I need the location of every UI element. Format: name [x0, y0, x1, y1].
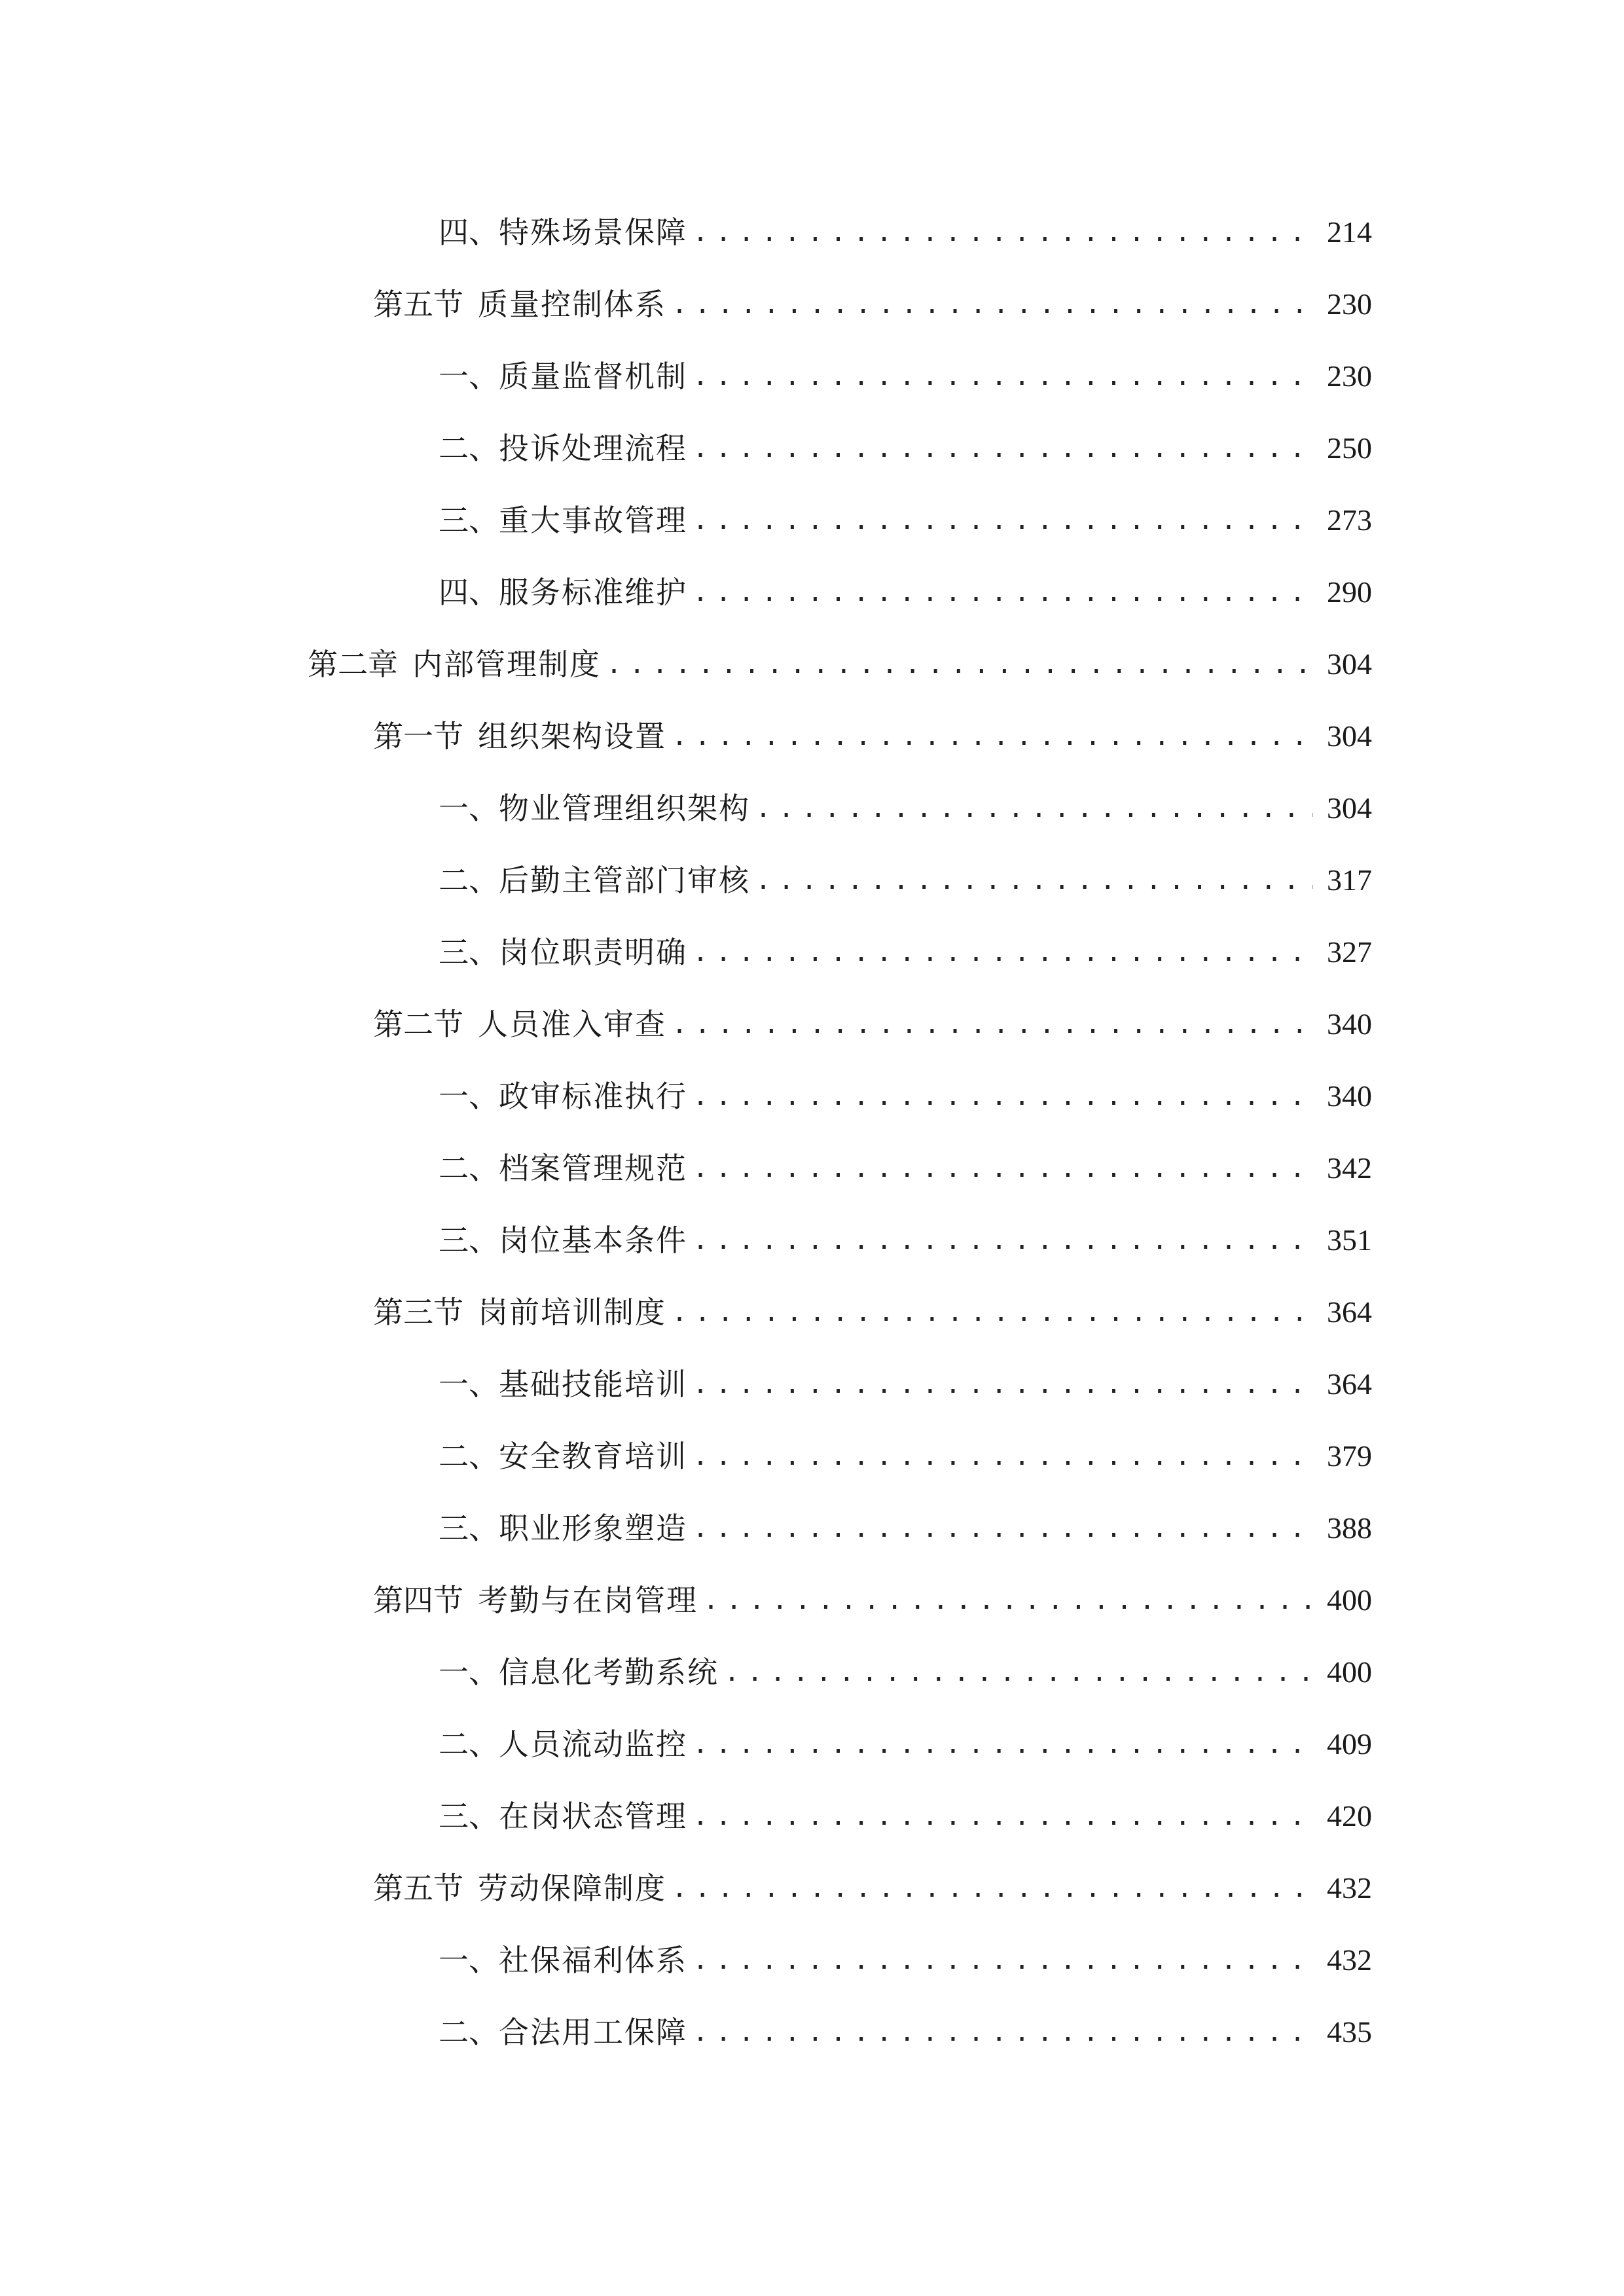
toc-entry-number: 第五节 — [373, 287, 463, 322]
toc-entry-item[interactable] — [0, 196, 1624, 268]
toc-entry-number: 第五节 — [373, 1871, 463, 1906]
toc-entry-title: 安全教育培训 — [499, 1439, 687, 1474]
toc-entry-section[interactable] — [0, 1276, 1624, 1348]
toc-entry-item[interactable] — [0, 772, 1624, 844]
toc-entry-number: 三、 — [439, 1511, 499, 1546]
toc-entry-title: 信息化考勤系统 — [499, 1655, 719, 1690]
toc-entry-page-number: 351 — [1327, 1223, 1372, 1257]
toc-entry-title: 岗前培训制度 — [478, 1295, 666, 1330]
toc-entry-title: 后勤主管部门审核 — [499, 863, 750, 898]
toc-entry-item[interactable] — [0, 1924, 1624, 1996]
toc-entry-title: 投诉处理流程 — [499, 431, 687, 466]
toc-entry-number: 一、 — [439, 1655, 499, 1690]
toc-entry-page-number: 388 — [1327, 1511, 1372, 1545]
dot-leader — [672, 1852, 1313, 1924]
dot-leader — [672, 700, 1313, 772]
toc-entry-page-number: 304 — [1327, 719, 1372, 753]
toc-entry-line — [439, 1204, 1372, 1276]
toc-entry-number: 三、 — [439, 935, 499, 970]
toc-entry-number: 一、 — [439, 1079, 499, 1114]
toc-entry-line — [439, 772, 1372, 844]
toc-entry-line — [373, 1852, 1372, 1924]
toc-entry-number: 二、 — [439, 1151, 499, 1186]
toc-entry-page-number: 342 — [1327, 1151, 1372, 1185]
toc-entry-page-number: 327 — [1327, 935, 1372, 969]
toc-entry-page-number: 304 — [1327, 647, 1372, 681]
toc-entry-number: 第一节 — [373, 719, 463, 754]
dot-leader — [672, 268, 1313, 340]
toc-entry-title: 内部管理制度 — [412, 647, 601, 682]
dot-leader — [724, 1636, 1313, 1708]
toc-entry-line — [439, 1996, 1372, 2068]
dot-leader — [693, 1204, 1313, 1276]
toc-entry-title: 质量控制体系 — [478, 287, 666, 322]
toc-entry-item[interactable] — [0, 1132, 1624, 1204]
toc-entry-line — [439, 1060, 1372, 1132]
toc-entry-section[interactable] — [0, 1852, 1624, 1924]
toc-entry-line — [439, 1348, 1372, 1420]
toc-entry-item[interactable] — [0, 1204, 1624, 1276]
toc-entry-title: 特殊场景保障 — [499, 215, 687, 250]
toc-entry-line — [373, 988, 1372, 1060]
toc-entry-line — [439, 1780, 1372, 1852]
toc-entry-page-number: 214 — [1327, 215, 1372, 249]
toc-entry-line — [439, 556, 1372, 628]
toc-entry-page-number: 273 — [1327, 503, 1372, 537]
toc-entry-title: 人员准入审查 — [478, 1007, 666, 1042]
toc-entry-line — [373, 1564, 1372, 1636]
toc-entry-number: 一、 — [439, 1367, 499, 1402]
toc-entry-title: 职业形象塑造 — [499, 1511, 687, 1546]
dot-leader — [755, 844, 1313, 916]
toc-entry-number: 三、 — [439, 1223, 499, 1258]
toc-entry-title: 人员流动监控 — [499, 1727, 687, 1762]
toc-entry-title: 质量监督机制 — [499, 359, 687, 394]
toc-entry-number: 二、 — [439, 1439, 499, 1474]
toc-entry-number: 第二节 — [373, 1007, 463, 1042]
toc-entry-title: 在岗状态管理 — [499, 1799, 687, 1834]
toc-entry-title: 合法用工保障 — [499, 2015, 687, 2050]
dot-leader — [672, 988, 1313, 1060]
toc-entry-page-number: 432 — [1327, 1943, 1372, 1977]
toc-entry-chapter[interactable] — [0, 628, 1624, 700]
toc-entry-number: 四、 — [439, 575, 499, 610]
dot-leader — [693, 1996, 1313, 2068]
toc-entry-line — [439, 916, 1372, 988]
toc-entry-item[interactable] — [0, 1636, 1624, 1708]
toc-entry-line — [439, 484, 1372, 556]
toc-entry-title: 档案管理规范 — [499, 1151, 687, 1186]
toc-entry-page-number: 364 — [1327, 1367, 1372, 1401]
toc-entry-title: 岗位职责明确 — [499, 935, 687, 970]
toc-entry-number: 第二章 — [308, 647, 398, 682]
toc-entry-title: 社保福利体系 — [499, 1943, 687, 1978]
toc-entry-title: 服务标准维护 — [499, 575, 687, 610]
toc-entry-section[interactable] — [0, 268, 1624, 340]
dot-leader — [693, 556, 1313, 628]
toc-entry-title: 组织架构设置 — [478, 719, 666, 754]
toc-entry-page-number: 420 — [1327, 1799, 1372, 1833]
toc-entry-item[interactable] — [0, 556, 1624, 628]
toc-entry-number: 一、 — [439, 359, 499, 394]
toc-entry-number: 三、 — [439, 503, 499, 538]
toc-entry-line — [439, 196, 1372, 268]
dot-leader — [693, 1348, 1313, 1420]
toc-entry-number: 二、 — [439, 863, 499, 898]
toc-entry-item[interactable] — [0, 484, 1624, 556]
toc-entry-section[interactable] — [0, 988, 1624, 1060]
dot-leader — [606, 628, 1313, 700]
toc-entry-number: 一、 — [439, 791, 499, 826]
toc-entry-section[interactable] — [0, 1564, 1624, 1636]
toc-entry-page-number: 340 — [1327, 1007, 1372, 1041]
toc-entry-line — [439, 1420, 1372, 1492]
toc-entry-number: 二、 — [439, 2015, 499, 2050]
toc-entry-item[interactable] — [0, 1780, 1624, 1852]
toc-entry-line — [373, 1276, 1372, 1348]
toc-entry-title: 物业管理组织架构 — [499, 791, 750, 826]
dot-leader — [693, 412, 1313, 484]
toc-entry-page-number: 364 — [1327, 1295, 1372, 1329]
toc-entry-item[interactable] — [0, 1492, 1624, 1564]
toc-entry-item[interactable] — [0, 1996, 1624, 2068]
toc-entry-number: 二、 — [439, 431, 499, 466]
dot-leader — [693, 1060, 1313, 1132]
toc-entry-page-number: 290 — [1327, 575, 1372, 609]
toc-entry-line — [439, 1708, 1372, 1780]
dot-leader — [755, 772, 1313, 844]
toc-entry-page-number: 379 — [1327, 1439, 1372, 1473]
toc-entry-number: 一、 — [439, 1943, 499, 1978]
toc-entry-item[interactable] — [0, 1420, 1624, 1492]
toc-entry-line — [373, 700, 1372, 772]
dot-leader — [693, 1780, 1313, 1852]
toc-entry-page-number: 250 — [1327, 431, 1372, 465]
toc-entry-title: 岗位基本条件 — [499, 1223, 687, 1258]
toc-entry-line — [439, 1924, 1372, 1996]
table-of-contents — [0, 196, 1624, 2068]
dot-leader — [693, 484, 1313, 556]
toc-entry-line — [439, 1132, 1372, 1204]
dot-leader — [693, 916, 1313, 988]
toc-entry-item[interactable] — [0, 1348, 1624, 1420]
dot-leader — [693, 340, 1313, 412]
dot-leader — [693, 1708, 1313, 1780]
toc-entry-title: 基础技能培训 — [499, 1367, 687, 1402]
toc-entry-title: 重大事故管理 — [499, 503, 687, 538]
dot-leader — [693, 196, 1313, 268]
dot-leader — [693, 1132, 1313, 1204]
toc-entry-number: 四、 — [439, 215, 499, 250]
toc-entry-page-number: 400 — [1327, 1655, 1372, 1689]
toc-entry-line — [439, 844, 1372, 916]
dot-leader — [693, 1924, 1313, 1996]
toc-entry-item[interactable] — [0, 340, 1624, 412]
toc-entry-title: 考勤与在岗管理 — [478, 1583, 698, 1618]
toc-entry-number: 第三节 — [373, 1295, 463, 1330]
toc-entry-page-number: 317 — [1327, 863, 1372, 897]
toc-entry-page-number: 435 — [1327, 2015, 1372, 2049]
toc-entry-item[interactable] — [0, 1060, 1624, 1132]
toc-entry-page-number: 230 — [1327, 359, 1372, 393]
toc-entry-line — [439, 412, 1372, 484]
toc-entry-title: 劳动保障制度 — [478, 1871, 666, 1906]
toc-entry-page-number: 230 — [1327, 287, 1372, 321]
toc-entry-number: 三、 — [439, 1799, 499, 1834]
toc-entry-line — [439, 1492, 1372, 1564]
toc-entry-line — [308, 628, 1372, 700]
toc-entry-number: 二、 — [439, 1727, 499, 1762]
toc-entry-line — [439, 340, 1372, 412]
toc-entry-title: 政审标准执行 — [499, 1079, 687, 1114]
toc-entry-page-number: 409 — [1327, 1727, 1372, 1761]
toc-entry-item[interactable] — [0, 1708, 1624, 1780]
toc-entry-section[interactable] — [0, 700, 1624, 772]
toc-entry-page-number: 400 — [1327, 1583, 1372, 1617]
toc-entry-item[interactable] — [0, 916, 1624, 988]
toc-entry-number: 第四节 — [373, 1583, 463, 1618]
toc-entry-item[interactable] — [0, 844, 1624, 916]
toc-entry-line — [373, 268, 1372, 340]
dot-leader — [703, 1564, 1313, 1636]
toc-entry-page-number: 432 — [1327, 1871, 1372, 1905]
dot-leader — [693, 1492, 1313, 1564]
dot-leader — [672, 1276, 1313, 1348]
toc-entry-line — [439, 1636, 1372, 1708]
toc-entry-item[interactable] — [0, 412, 1624, 484]
dot-leader — [693, 1420, 1313, 1492]
toc-entry-page-number: 304 — [1327, 791, 1372, 825]
toc-entry-page-number: 340 — [1327, 1079, 1372, 1113]
